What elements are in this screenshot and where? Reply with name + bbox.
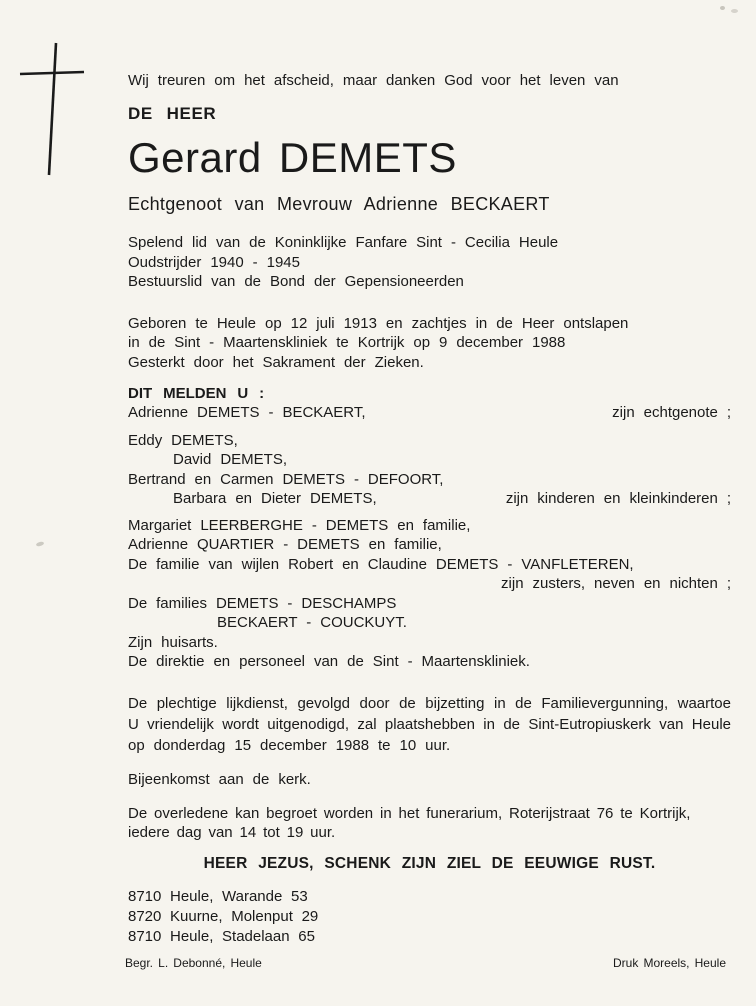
undertaker-credit: Begr. L. Debonné, Heule: [125, 956, 262, 970]
membership-line: Spelend lid van de Koninklijke Fanfare Sint - Cecilia Heule: [128, 234, 559, 251]
service-line: De plechtige lijkdienst, gevolgd door de bijzetting in de Familievergunning, waartoe: [128, 694, 731, 712]
family-name: BECKAERT - COUCKUYT.: [217, 614, 407, 631]
family-announcement-list: [128, 403, 731, 672]
address-row: [128, 887, 731, 907]
funeral-service-paragraph: [128, 693, 731, 756]
relation-label: zijn zusters, neven en nichten ;: [501, 575, 731, 592]
life-line: Geboren te Heule op 12 juli 1913 en zachtjes in de Heer ontslapen: [128, 314, 629, 332]
opening-line: Wij treuren om het afscheid, maar danken God voor het leven van: [128, 72, 619, 89]
paper-speck: [36, 541, 45, 547]
life-line: Gesterkt door het Sakrament der Zieken.: [128, 353, 424, 371]
service-line: U vriendelijk wordt uitgenodigd, zal plaatshebben in de Sint-Eutropiuskerk van Heule: [128, 715, 731, 733]
family-name: De families DEMETS - DESCHAMPS: [128, 594, 397, 612]
family-row: [128, 516, 731, 536]
gathering-line: Bijeenkomst aan de kerk.: [128, 770, 311, 788]
announcement-heading: DIT MELDEN U :: [128, 385, 265, 402]
spouse-line: Echtgenoot van Mevrouw Adrienne BECKAERT: [128, 194, 550, 214]
address-row: [128, 927, 731, 947]
family-row: [128, 555, 731, 575]
family-row: [128, 403, 731, 423]
family-name: De familie van wijlen Robert en Claudine DEMETS - VANFLETEREN,: [128, 555, 634, 573]
address-text: Heule, Warande 53: [170, 887, 308, 905]
family-name: David DEMETS,: [173, 451, 287, 468]
salutation: DE HEER: [128, 104, 217, 123]
address-list: [128, 887, 731, 947]
family-row: [128, 450, 731, 470]
memberships: [128, 233, 731, 292]
family-name: Zijn huisarts.: [128, 633, 218, 651]
family-row: [128, 633, 731, 653]
relation-label: zijn echtgenote ;: [612, 404, 731, 421]
address-text: Heule, Stadelaan 65: [170, 927, 315, 945]
family-name: Adrienne DEMETS - BECKAERT,: [128, 404, 366, 421]
family-name: Barbara en Dieter DEMETS,: [173, 490, 377, 507]
membership-line: Oudstrijder 1940 - 1945: [128, 253, 300, 271]
family-row: [128, 470, 731, 490]
family-row: [128, 535, 731, 555]
visitation-line: iedere dag van 14 tot 19 uur.: [128, 824, 336, 841]
membership-line: Bestuurslid van de Bond der Gepensioneerden: [128, 273, 464, 290]
family-row: [128, 489, 731, 509]
deceased-name: Gerard DEMETS: [128, 134, 457, 181]
family-name: Bertrand en Carmen DEMETS - DEFOORT,: [128, 470, 444, 488]
memorial-cross-icon: [18, 40, 90, 180]
family-name: Margariet LEERBERGHE - DEMETS en familie,: [128, 516, 471, 534]
postal-code: 8710: [128, 927, 162, 945]
family-name: Adrienne QUARTIER - DEMETS en familie,: [128, 536, 442, 553]
life-dates: [128, 314, 731, 373]
family-row: [128, 652, 731, 672]
postal-code: 8720: [128, 907, 162, 925]
address-row: [128, 907, 731, 927]
visitation-paragraph: [128, 804, 731, 843]
family-row: [128, 594, 731, 614]
relation-label: zijn kinderen en kleinkinderen ;: [505, 490, 731, 507]
family-name: Eddy DEMETS,: [128, 431, 238, 449]
address-text: Kuurne, Molenput 29: [170, 907, 319, 925]
life-line: in de Sint - Maartenskliniek te Kortrijk op 9 december 1988: [128, 334, 566, 351]
print-footer: [125, 956, 726, 971]
printer-credit: Druk Moreels, Heule: [613, 956, 726, 970]
paper-speck: [731, 9, 738, 13]
family-name: De direktie en personeel van de Sint - Maartenskliniek.: [128, 653, 530, 670]
postal-code: 8710: [128, 887, 162, 905]
prayer-line: HEER JEZUS, SCHENK ZIJN ZIEL DE EEUWIGE RUST.: [203, 854, 656, 872]
card-content: [128, 0, 731, 947]
visitation-line: De overledene kan begroet worden in het funerarium, Roterijstraat 76 te Kortrijk,: [128, 804, 691, 822]
family-row: [128, 431, 731, 451]
family-row: [128, 613, 731, 633]
service-line: op donderdag 15 december 1988 te 10 uur.: [128, 736, 451, 754]
family-row: [128, 574, 731, 594]
